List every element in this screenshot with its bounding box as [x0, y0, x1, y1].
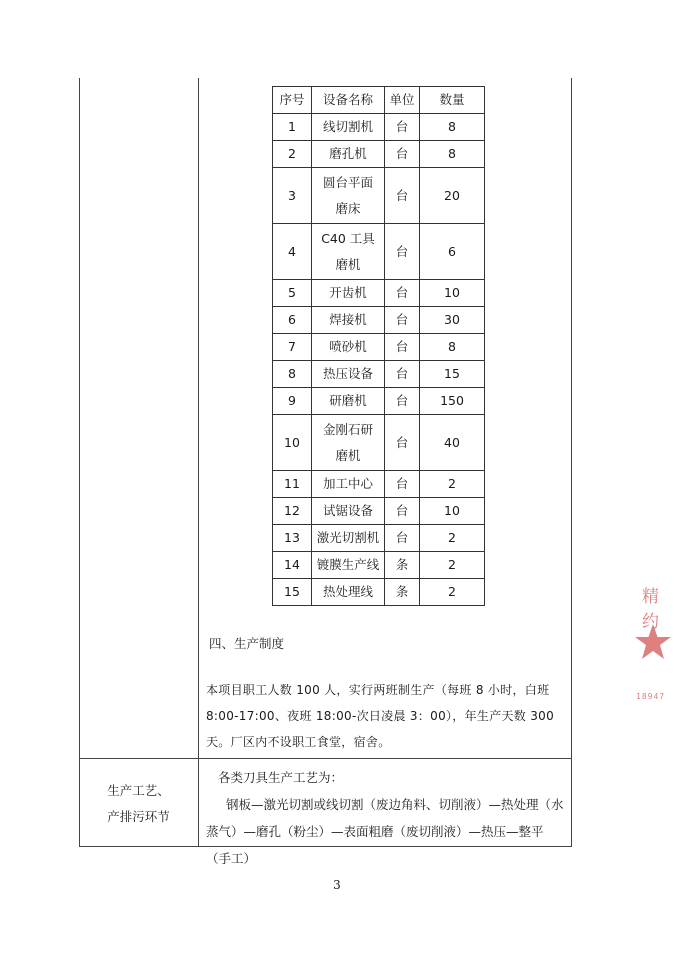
cell-no: 8 [273, 361, 312, 388]
cell-qty: 40 [420, 415, 485, 471]
process-body: 钢板—激光切割或线切割（废边角料、切削液）—热处理（水蒸气）—磨孔（粉尘）—表面粗磨（废切削液）—热压—整平（手工） [206, 797, 564, 866]
process-label-line1: 生产工艺、 [107, 783, 170, 798]
header-unit: 单位 [385, 87, 420, 114]
cell-no: 12 [273, 498, 312, 525]
cell-qty: 10 [420, 280, 485, 307]
seal-stamp [628, 570, 674, 720]
section-title: 四、生产制度 [209, 636, 285, 651]
cell-no: 1 [273, 114, 312, 141]
row-divider [79, 758, 572, 759]
cell-no: 7 [273, 334, 312, 361]
table-row [273, 388, 485, 415]
cell-unit: 台 [385, 114, 420, 141]
cell-unit: 台 [385, 141, 420, 168]
table-header-row [273, 87, 485, 114]
cell-name: 热处理线 [312, 579, 385, 606]
header-name: 设备名称 [312, 87, 385, 114]
cell-qty: 150 [420, 388, 485, 415]
cell-qty: 2 [420, 525, 485, 552]
cell-unit: 台 [385, 361, 420, 388]
cell-unit: 条 [385, 552, 420, 579]
page-number: 3 [333, 878, 341, 892]
cell-unit: 台 [385, 168, 420, 224]
cell-unit: 台 [385, 388, 420, 415]
cell-no: 13 [273, 525, 312, 552]
cell-unit: 台 [385, 334, 420, 361]
table-row [273, 498, 485, 525]
cell-no: 15 [273, 579, 312, 606]
production-paragraph: 本项目职工人数 100 人，实行两班制生产（每班 8 小时，白班 8:00-17:00、夜班 18:00-次日凌晨 3：00），年生产天数 300 天。厂区内不设职工食堂，宿舍。 [206, 683, 555, 749]
cell-no: 5 [273, 280, 312, 307]
cell-unit: 条 [385, 579, 420, 606]
cell-unit: 台 [385, 471, 420, 498]
cell-no: 4 [273, 224, 312, 280]
cell-qty: 2 [420, 579, 485, 606]
cell-unit: 台 [385, 525, 420, 552]
cell-qty: 10 [420, 498, 485, 525]
equipment-table [272, 86, 485, 606]
cell-name: 线切割机 [312, 114, 385, 141]
column-divider [198, 78, 199, 847]
cell-no: 9 [273, 388, 312, 415]
cell-unit: 台 [385, 498, 420, 525]
table-row [273, 525, 485, 552]
cell-qty: 2 [420, 552, 485, 579]
cell-qty: 15 [420, 361, 485, 388]
table-row [273, 334, 485, 361]
cell-name: 研磨机 [312, 388, 385, 415]
cell-unit: 台 [385, 280, 420, 307]
cell-qty: 2 [420, 471, 485, 498]
table-row [273, 415, 485, 471]
star-icon [634, 622, 672, 662]
cell-name: 圆台平面磨床 [312, 168, 385, 224]
cell-qty: 8 [420, 114, 485, 141]
cell-name: 加工中心 [312, 471, 385, 498]
cell-name: C40 工具磨机 [312, 224, 385, 280]
header-qty: 数量 [420, 87, 485, 114]
stamp-chars: 精约 [642, 587, 661, 632]
header-no: 序号 [273, 87, 312, 114]
cell-qty: 8 [420, 141, 485, 168]
stamp-number: 18947 [636, 692, 666, 701]
cell-no: 3 [273, 168, 312, 224]
table-row [273, 280, 485, 307]
cell-name: 镀膜生产线 [312, 552, 385, 579]
cell-name: 热压设备 [312, 361, 385, 388]
table-row [273, 471, 485, 498]
table-row [273, 307, 485, 334]
process-label-line2: 产排污环节 [107, 809, 170, 824]
cell-name: 喷砂机 [312, 334, 385, 361]
cell-qty: 6 [420, 224, 485, 280]
cell-unit: 台 [385, 307, 420, 334]
cell-name: 试锯设备 [312, 498, 385, 525]
table-row [273, 361, 485, 388]
process-content [206, 764, 566, 872]
cell-name: 磨孔机 [312, 141, 385, 168]
cell-no: 11 [273, 471, 312, 498]
cell-no: 6 [273, 307, 312, 334]
cell-qty: 20 [420, 168, 485, 224]
cell-qty: 8 [420, 334, 485, 361]
table-row [273, 114, 485, 141]
cell-no: 2 [273, 141, 312, 168]
table-row [273, 141, 485, 168]
cell-unit: 台 [385, 224, 420, 280]
cell-no: 10 [273, 415, 312, 471]
cell-no: 14 [273, 552, 312, 579]
cell-name: 金刚石研磨机 [312, 415, 385, 471]
table-row [273, 168, 485, 224]
table-row [273, 224, 485, 280]
cell-unit: 台 [385, 415, 420, 471]
table-row [273, 579, 485, 606]
process-lead: 各类刀具生产工艺为： [218, 770, 344, 785]
process-label [79, 778, 198, 830]
table-row [273, 552, 485, 579]
cell-qty: 30 [420, 307, 485, 334]
cell-name: 开齿机 [312, 280, 385, 307]
cell-name: 激光切割机 [312, 525, 385, 552]
cell-name: 焊接机 [312, 307, 385, 334]
